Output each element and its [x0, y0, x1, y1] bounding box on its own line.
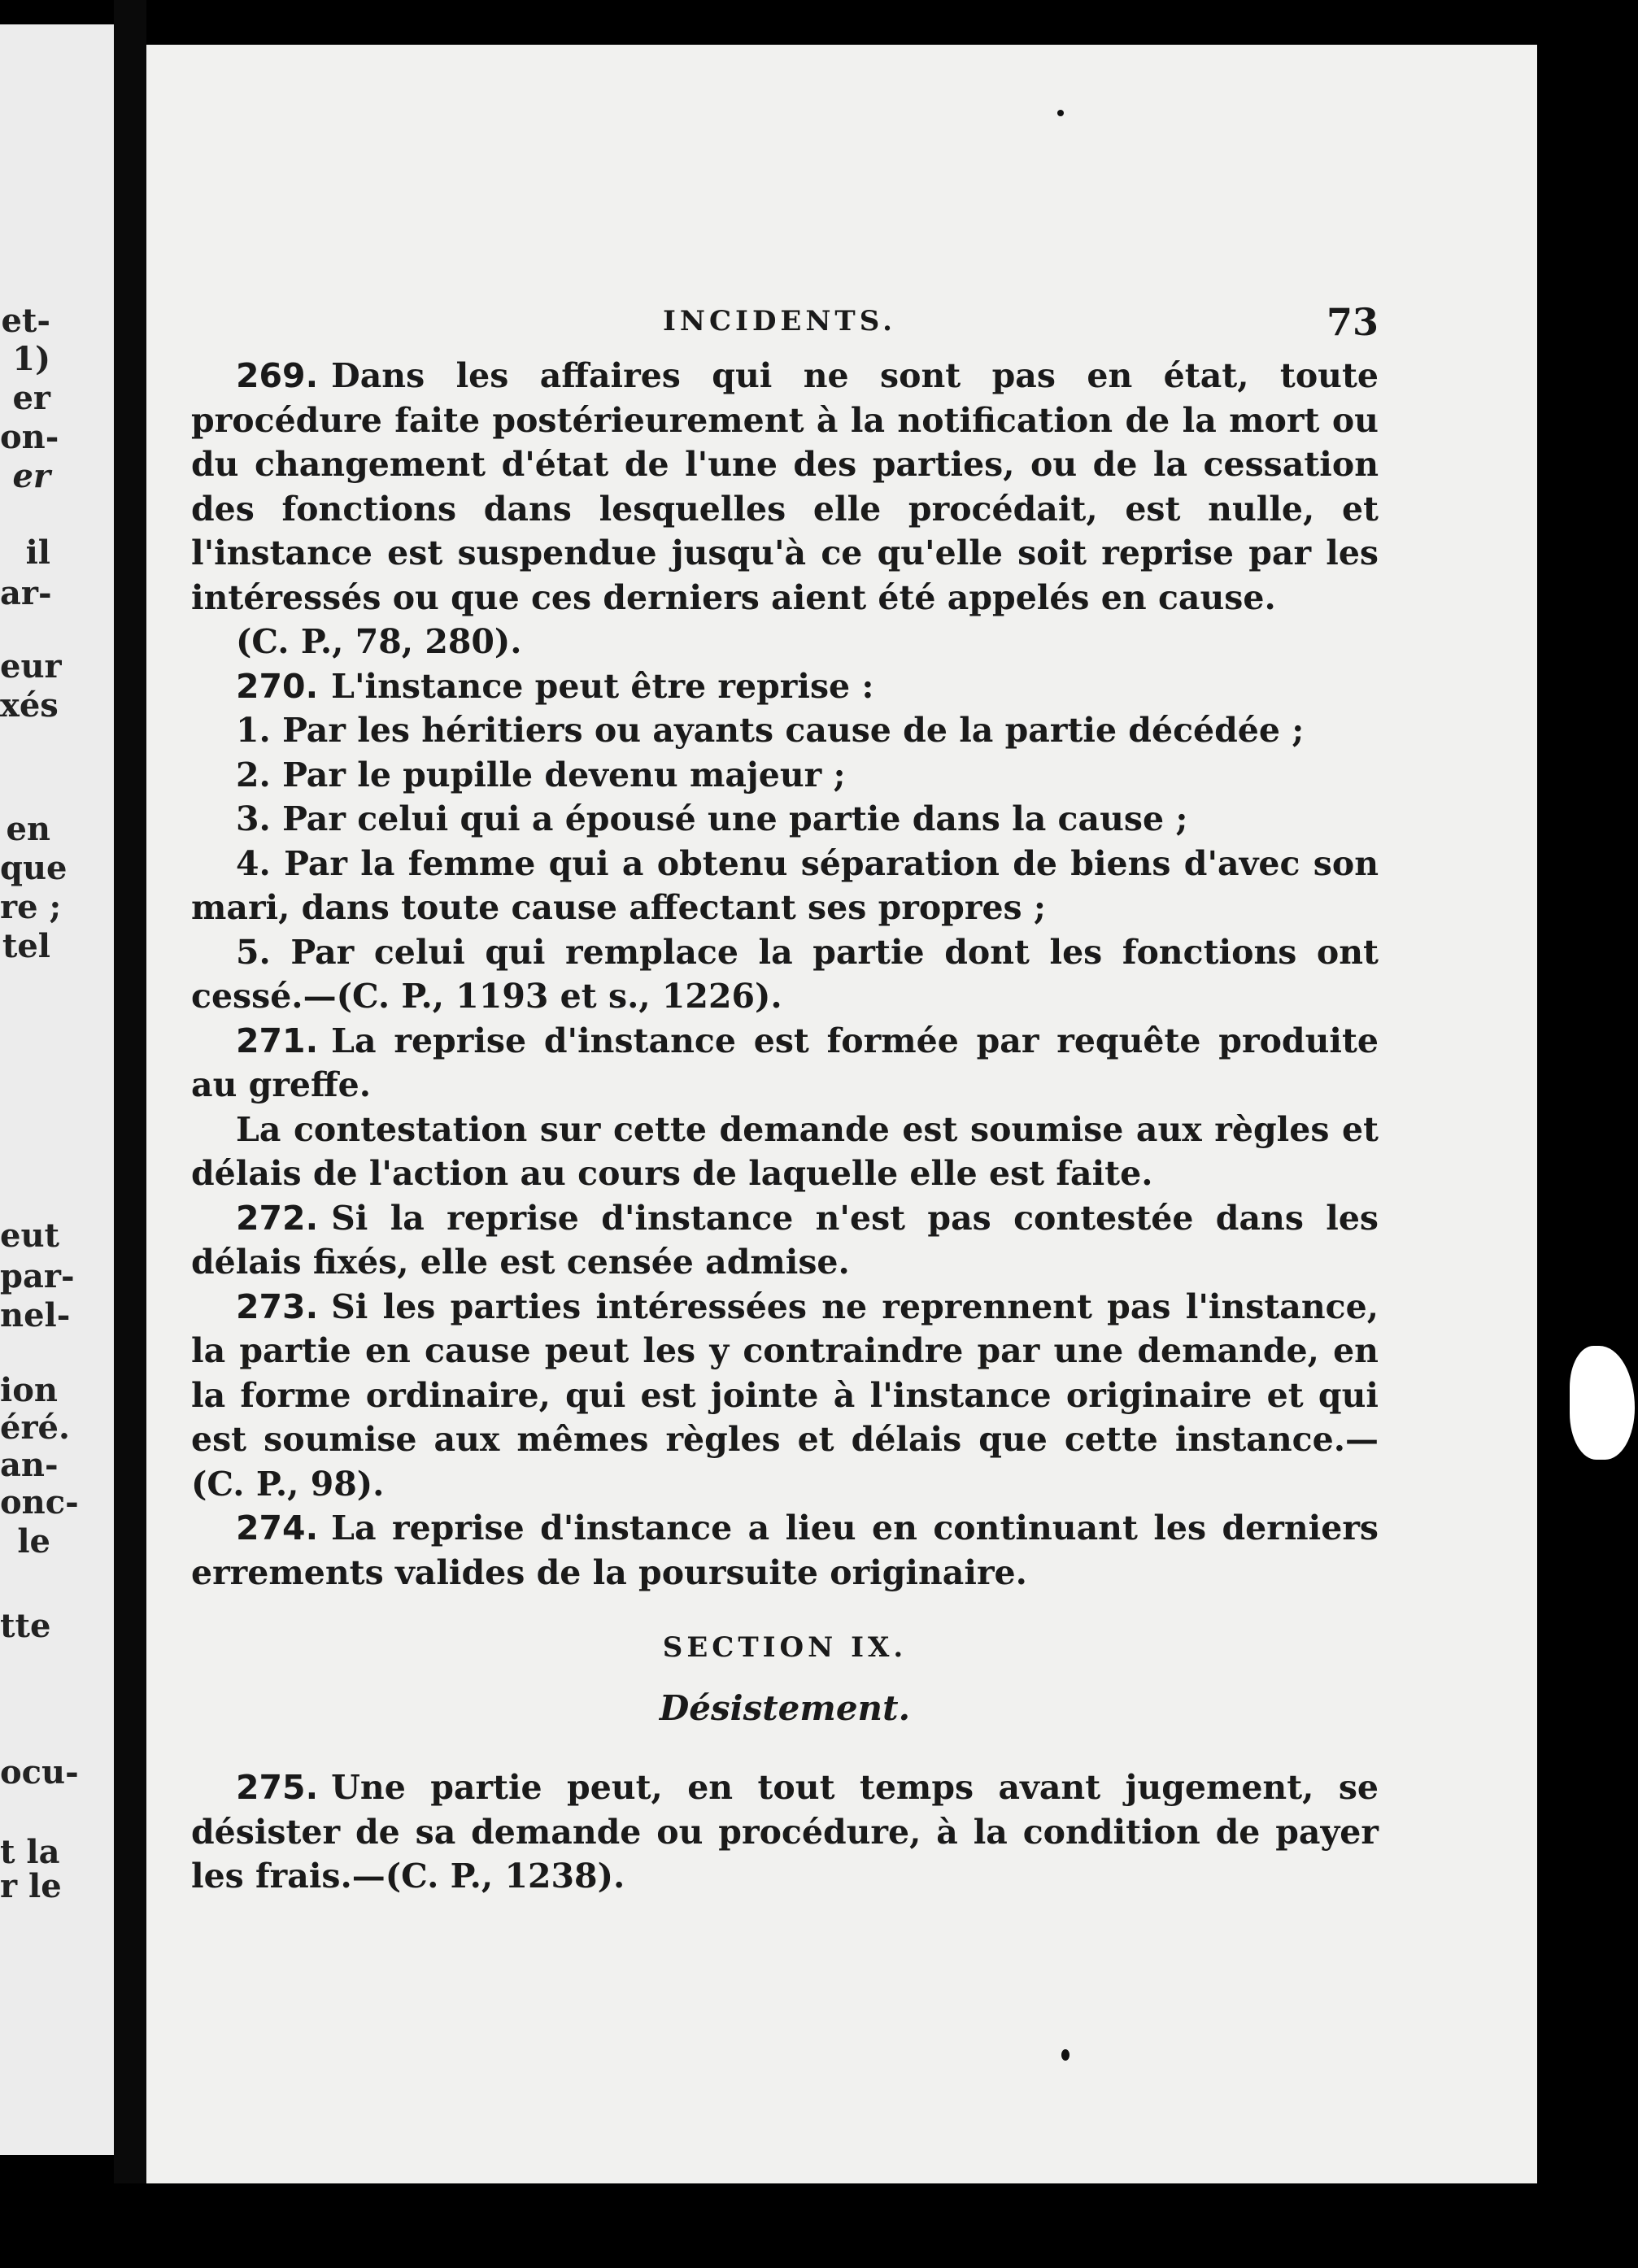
paper-damage-blot — [1570, 1346, 1635, 1460]
facing-page-fragment: eur — [0, 647, 62, 686]
facing-page-fragment: nel- — [0, 1296, 71, 1334]
page-number: 73 — [1326, 300, 1379, 344]
facing-page-fragment: re ; — [0, 888, 62, 926]
facing-page-fragment: par- — [0, 1257, 75, 1295]
facing-page-fragment: que — [0, 849, 68, 887]
facing-page-fragment: tte — [0, 1607, 51, 1645]
facing-page-fragment: eut — [0, 1217, 60, 1255]
article-number: 271. — [236, 1021, 319, 1060]
facing-page-fragment: xés — [0, 686, 59, 725]
facing-page-fragment: ocu- — [0, 1753, 79, 1791]
article-paragraph: La contestation sur cette demande est soumise aux règles et délais de l'action au cours de laquelle elle est faite. — [191, 1109, 1379, 1193]
list-item: 1. Par les héritiers ou ayants cause de la partie décédée ; — [236, 711, 1305, 750]
article-number: 270. — [236, 666, 319, 706]
facing-page-fragment: onc- — [0, 1483, 79, 1521]
article-text: Une partie peut, en tout temps avant jugement, se désister de sa demande ou procédure, à la condition de payer les frais.—(C. P., 1238). — [191, 1768, 1379, 1896]
article-text: L'instance peut être reprise : — [331, 666, 874, 706]
facing-page-fragment: ar- — [0, 574, 52, 612]
facing-page-fragment: on- — [0, 418, 59, 456]
list-item: 5. Par celui qui remplace la partie dont les fonctions ont cessé.—(C. P., 1193 et s., 1226). — [191, 932, 1379, 1016]
article-number: 272. — [236, 1198, 319, 1238]
ink-speck — [1057, 110, 1064, 116]
facing-page-fragment: éré. — [0, 1408, 70, 1447]
scan-border — [0, 2183, 1638, 2268]
article-270 — [191, 664, 1379, 709]
facing-page-fragment: er — [12, 379, 50, 417]
article-273 — [191, 1285, 1379, 1507]
article-text: Dans les affaires qui ne sont pas en état, toute procédure faite postérieurement à la notification de la mort ou du changement d'état de l'une des parties, ou de la cessation des fonctions dans lesquelles elle procédait, est nulle, et l'instance est suspendue jusqu'à ce qu'elle soit reprise par les intéressés ou que ces derniers aient été appelés en cause. — [191, 356, 1379, 617]
article-text: La reprise d'instance a lieu en continuant les derniers errements valides de la poursuite originaire. — [191, 1508, 1379, 1592]
page-header — [191, 289, 1379, 346]
article-number: 273. — [236, 1286, 319, 1326]
list-item: 2. Par le pupille devenu majeur ; — [236, 755, 846, 794]
article-274 — [191, 1506, 1379, 1595]
list-item: 3. Par celui qui a épousé une partie dans la cause ; — [236, 799, 1188, 838]
ink-speck — [1061, 2049, 1069, 2061]
facing-page-fragment: en — [6, 810, 50, 848]
article-text: Si la reprise d'instance n'est pas contestée dans les délais fixés, elle est censée admise. — [191, 1198, 1379, 1282]
article-number: 275. — [236, 1768, 319, 1807]
article-text: La reprise d'instance est formée par requête produite au greffe. — [191, 1021, 1379, 1104]
facing-page-edge — [0, 24, 114, 2155]
article-272 — [191, 1196, 1379, 1285]
article-citation: (C. P., 78, 280). — [236, 622, 522, 661]
article-number: 274. — [236, 1508, 319, 1548]
section-subtitle: Désistement. — [659, 1688, 911, 1728]
running-title: INCIDENTS. — [663, 305, 896, 337]
facing-page-fragment: an- — [0, 1446, 59, 1484]
facing-page-fragment: il — [25, 533, 50, 572]
facing-page-fragment: er — [12, 457, 50, 495]
facing-page-fragment: ion — [0, 1371, 58, 1409]
article-text: Si les parties intéressées ne reprennent pas l'instance, la partie en cause peut les y contraindre par une demande, en la forme ordinaire, qui est jointe à l'instance originaire et qui est soumise aux mêmes règles et délais que cette instance.—(C. P., 98). — [191, 1286, 1379, 1504]
facing-page-fragment: le — [17, 1522, 50, 1561]
facing-page-fragment: tel — [2, 927, 50, 965]
article-271 — [191, 1019, 1379, 1108]
list-item: 4. Par la femme qui a obtenu séparation de biens d'avec son mari, dans toute cause affectant ses propres ; — [191, 843, 1379, 927]
article-275 — [191, 1765, 1379, 1899]
book-gutter — [114, 0, 146, 2268]
facing-page-fragment: t la — [0, 1833, 60, 1871]
article-number: 269. — [236, 356, 319, 395]
facing-page-fragment: 1) — [12, 340, 50, 378]
facing-page-fragment: r le — [0, 1867, 62, 1905]
page-body — [191, 354, 1379, 1899]
section-heading: SECTION IX. — [662, 1631, 908, 1664]
book-page — [146, 45, 1537, 2183]
facing-page-fragment: et- — [1, 302, 50, 340]
article-269 — [191, 354, 1379, 620]
